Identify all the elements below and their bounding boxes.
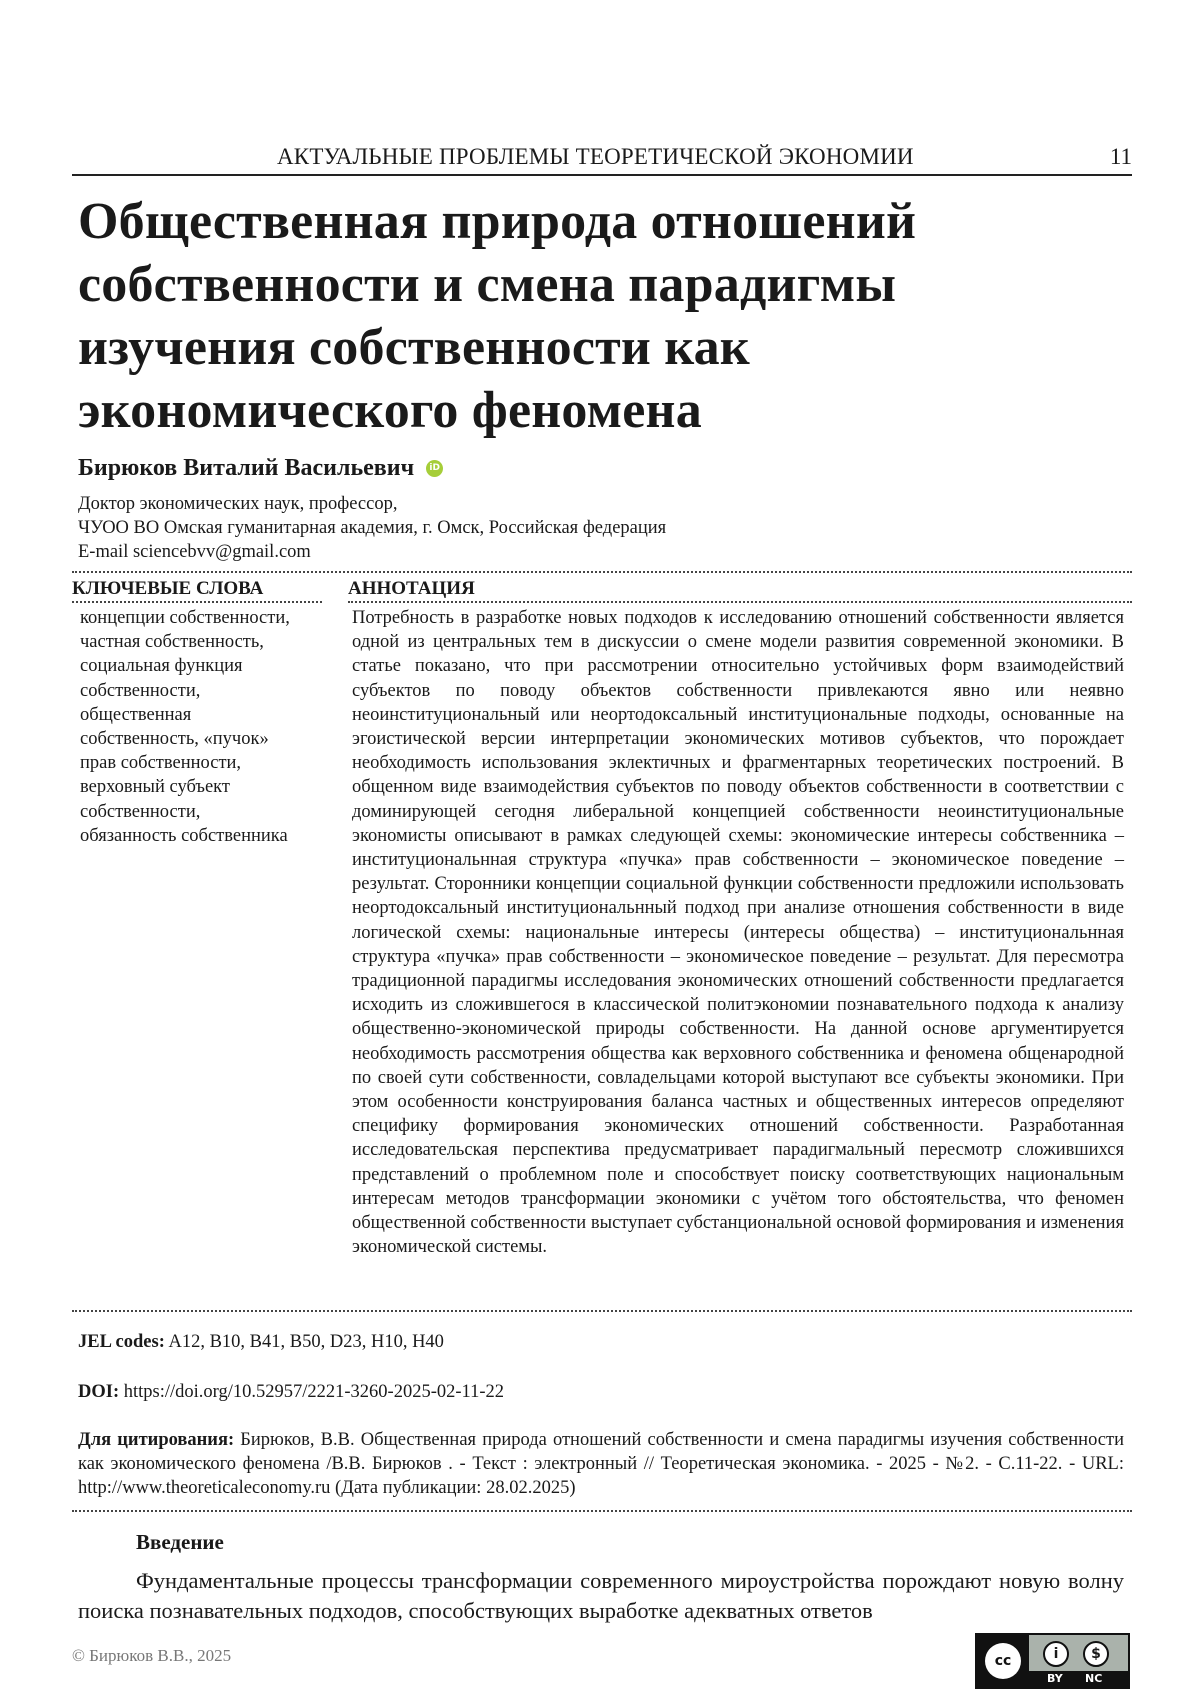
keyword-line: общественная — [80, 703, 330, 727]
author-name: Бирюков Виталий Васильевич — [78, 455, 414, 482]
keyword-line: собственности, — [80, 800, 330, 824]
jel-label: JEL codes: — [78, 1332, 165, 1352]
page-number: 11 — [1110, 144, 1132, 170]
running-header — [72, 140, 1132, 176]
keyword-line: прав собственности, — [80, 751, 330, 775]
affiliation-degree: Доктор экономических наук, профессор, — [78, 492, 666, 516]
running-title: АКТУАЛЬНЫЕ ПРОБЛЕМЫ ТЕОРЕТИЧЕСКОЙ ЭКОНОМИИ — [277, 144, 914, 170]
doi-label: DOI: — [78, 1382, 119, 1402]
doi — [78, 1380, 504, 1404]
nc-label: NC — [1085, 1672, 1102, 1685]
keyword-line: собственности, — [80, 679, 330, 703]
journal-page — [0, 0, 1200, 1697]
author-line — [78, 455, 443, 482]
jel-value: A12, B10, B41, B50, D23, H10, H40 — [168, 1332, 443, 1352]
annotation-heading: АННОТАЦИЯ — [348, 578, 1132, 603]
divider — [72, 1510, 1132, 1512]
author-affiliation — [78, 492, 666, 564]
divider — [72, 571, 1132, 573]
citation — [78, 1428, 1124, 1501]
keyword-line: концепции собственности, — [80, 606, 330, 630]
keyword-line: социальная функция — [80, 654, 330, 678]
keyword-line: верховный субъект — [80, 775, 330, 799]
keyword-line: обязанность собственника — [80, 824, 330, 848]
affiliation-institution: ЧУОО ВО Омская гуманитарная академия, г. Омск, Российская федерация — [78, 516, 666, 540]
affiliation-email[interactable]: E-mail sciencebvv@gmail.com — [78, 540, 666, 564]
annotation-text: Потребность в разработке новых подходов к исследованию отношений собственности является одной из центральных тем в дискуссии о смене модели развития современной экономики. В статье показано, что при рассмотрении относительно устойчивых форм взаимодействий субъектов по поводу объектов собственности привлекаются явно или неявно неоинституциональный или неортодоксальный институциональные подходы, основанные на эгоистической версии интерпретации экономических мотивов субъектов, что порождает необходимость использования эклектичных и фрагментарных теоретических построений. В общенном виде взаимодействия субъектов по поводу объектов собственности в соответствии с доминирующей сегодня либеральной концепцией собственности неоинституциональные экономисты описывают в рамках следующей схемы: экономические интересы собственника – институциональнная структура «пучка» прав собственности – экономическое поведение – результат. Сторонники концепции социальной функции собственности предложили использовать неортодоксальный институциональнный подход при анализе отношения собственности в виде логической схемы: национальные интересы (интересы общества) – институциональнная структура «пучка» прав собственности – экономическое поведение – результат. Для пересмотра традиционной парадигмы исследования экономических отношений собственности предлагается исходить из сложившегося в классической политэкономии познавательного подхода к анализу общественно-экономической природы собственности. На данной основе аргументируется необходимость рассмотрения общества как верховного собственника и феномена общенародной по своей сути собственности, совладельцами которой выступают все субъекты экономики. При этом особенности конструирования баланса частных и общественных интересов определяют специфику формирования экономических отношений собственности. Разработанная исследовательская перспектива предусматривает парадигмальный пересмотр сложившихся представлений о проблемном поле и способствует поиску соответствующих национальным интересам методов трансформации экономики с учётом того обстоятельства, что феномен общественной собственности выступает субстанциональной основой формирования и изменения экономической системы. — [352, 606, 1124, 1259]
introduction-paragraph: Фундаментальные процессы трансформации современного мироустройства порождают новую волну поиска познавательных подходов, способствующих выработке адекватных ответов — [78, 1566, 1124, 1626]
copyright-notice: © Бирюков В.В., 2025 — [72, 1646, 231, 1666]
by-label: BY — [1047, 1672, 1063, 1685]
article-title: Общественная природа отношений собственности и смена парадигмы изучения собственности как экономического феномена — [78, 190, 1078, 442]
doi-link[interactable]: https://doi.org/10.52957/2221-3260-2025-02-11-22 — [124, 1382, 504, 1402]
cc-logo — [977, 1635, 1029, 1687]
noncommercial-icon: $ — [1083, 1641, 1109, 1667]
attribution-icon: i — [1043, 1641, 1069, 1667]
divider — [72, 1310, 1132, 1312]
section-heading-introduction: Введение — [136, 1530, 224, 1555]
keywords-heading: КЛЮЧЕВЫЕ СЛОВА — [72, 578, 322, 603]
jel-codes — [78, 1330, 444, 1354]
keyword-line: частная собственность, — [80, 630, 330, 654]
orcid-icon[interactable]: iD — [426, 460, 443, 477]
citation-label: Для цитирования: — [78, 1430, 234, 1450]
cc-by-nc-license-badge[interactable] — [975, 1633, 1130, 1689]
citation-text: Бирюков, В.В. Общественная природа отношений собственности и смена парадигмы изучения собственности как экономического феномена /В.В. Бирюков . - Текст : электронный // Теоретическая экономика. - 2025 - №2. - С.11-22. - URL: http://www.theoreticaleconomy.ru (Дата публикации: 28.02.2025) — [78, 1430, 1124, 1498]
cc-icon: cc — [985, 1643, 1021, 1679]
license-labels — [1029, 1671, 1128, 1687]
keyword-line: собственность, «пучок» — [80, 727, 330, 751]
keywords-list — [80, 606, 330, 848]
